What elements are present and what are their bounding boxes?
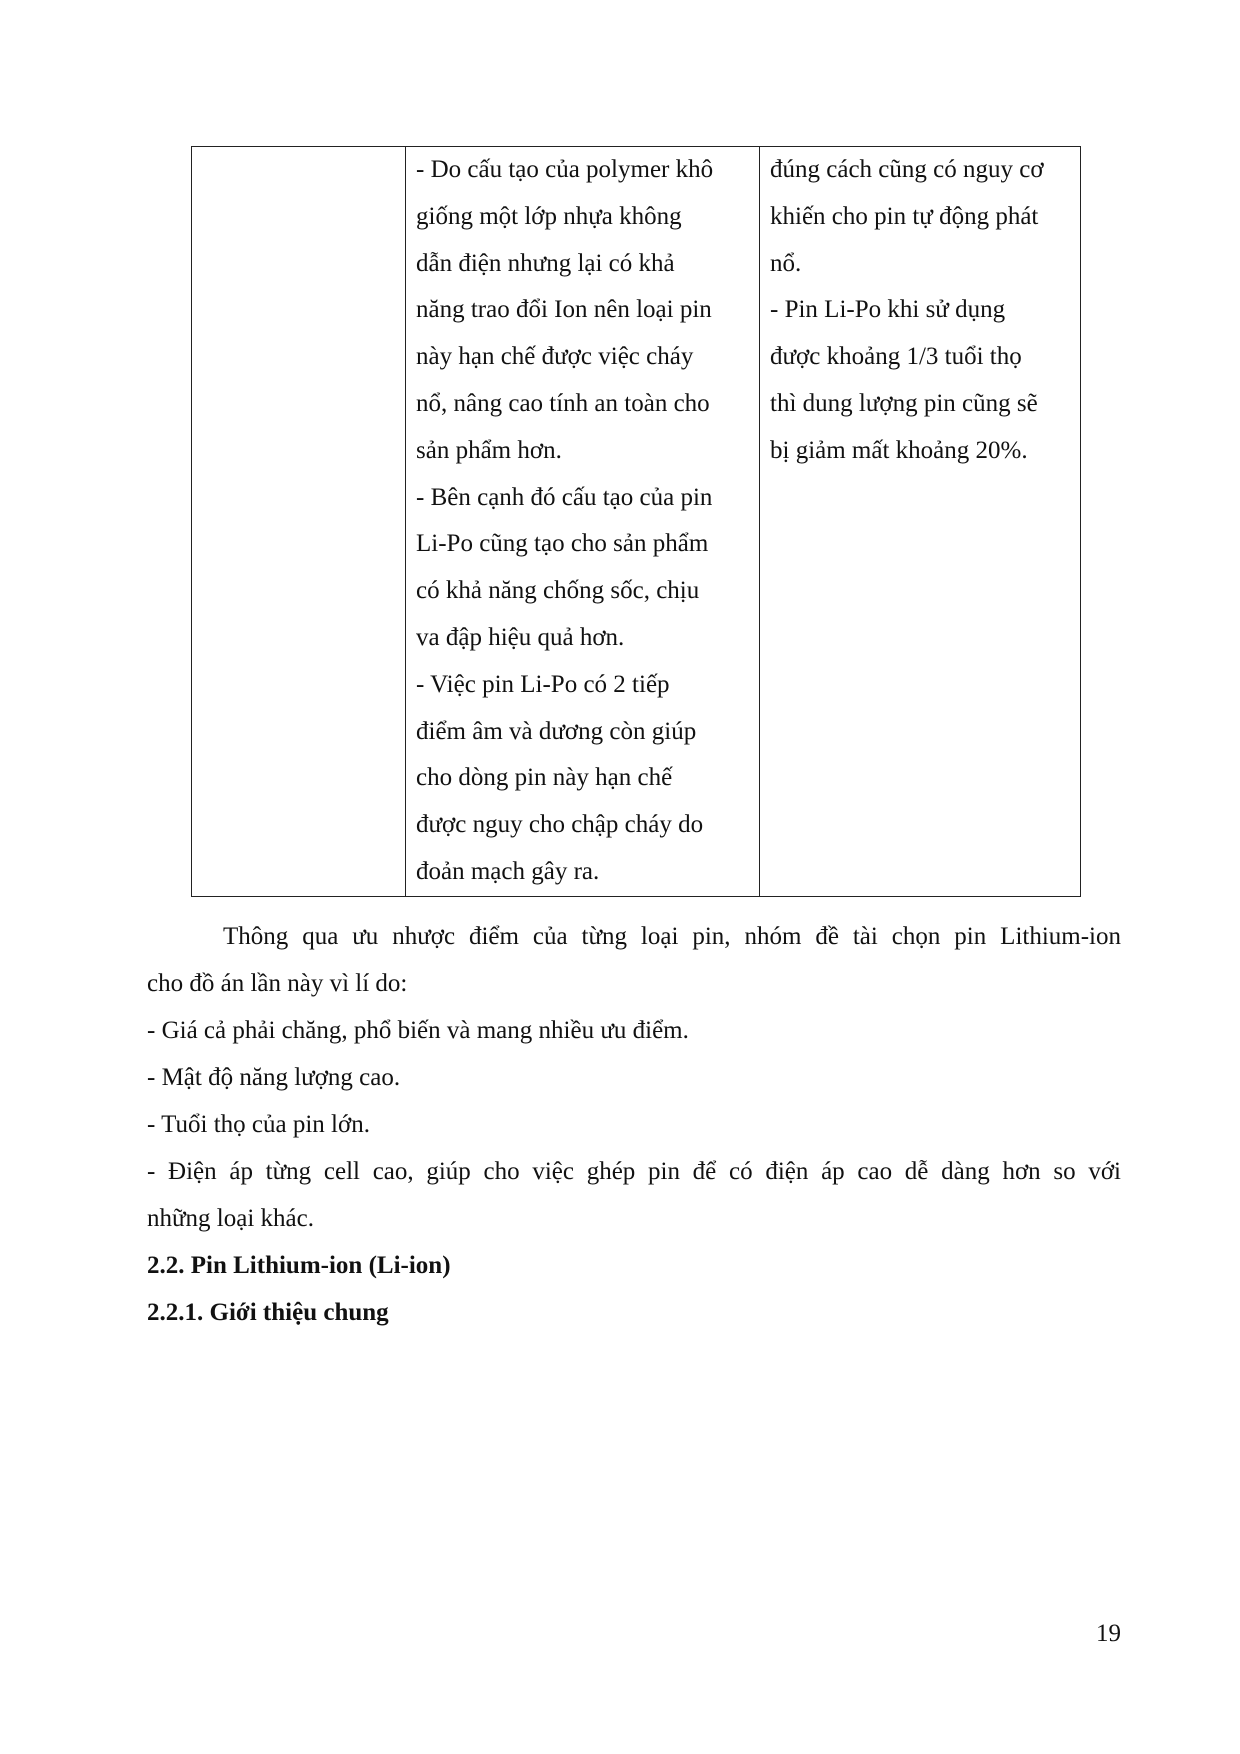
cell-line: đoản mạch gây ra. [416, 857, 600, 885]
cell-line: nổ, nâng cao tính an toàn cho [416, 389, 710, 417]
cell-line: nổ. [770, 249, 802, 277]
cell-line: sản phẩm hơn. [416, 436, 562, 464]
cell-line: năng trao đổi Ion nên loại pin [416, 296, 712, 324]
section-heading: 2.2. Pin Lithium-ion (Li-ion) [147, 1252, 451, 1279]
cell-line: điểm âm và dương còn giúp [416, 717, 697, 745]
comparison-table [191, 146, 1081, 897]
cell-line: Li-Po cũng tạo cho sản phẩm [416, 530, 709, 558]
intro-line-2: cho đồ án lần này vì lí do: [147, 970, 408, 997]
cell-line: có khả năng chống sốc, chịu [416, 577, 700, 605]
cell-line: được khoảng 1/3 tuổi thọ [770, 343, 1022, 371]
cell-line: va đập hiệu quả hơn. [416, 623, 625, 651]
cell-line: giống một lớp nhựa không [416, 202, 682, 230]
cell-line: - Pin Li-Po khi sử dụng [770, 296, 1006, 324]
table-cell-empty [192, 147, 406, 897]
table-row [192, 147, 1081, 897]
intro-paragraph [147, 913, 1121, 1007]
reason-voltage-line-1: - Điện áp từng cell cao, giúp cho việc ghép pin để có điện áp cao dễ dàng hơn so với [147, 1158, 1121, 1185]
cell-line: bị giảm mất khoảng 20%. [770, 436, 1028, 464]
cell-line: dẫn điện nhưng lại có khả [416, 249, 675, 277]
cell-line: - Bên cạnh đó cấu tạo của pin [416, 483, 713, 511]
table-cell-disadvantages [760, 147, 1081, 897]
cell-line: - Do cấu tạo của polymer khô [416, 156, 714, 183]
reason-item: - Mật độ năng lượng cao. [147, 1064, 401, 1091]
reason-item: - Giá cả phải chăng, phổ biến và mang nhiều ưu điểm. [147, 1017, 689, 1044]
cell-line: đúng cách cũng có nguy cơ [770, 156, 1044, 183]
intro-line-1: Thông qua ưu nhược điểm của từng loại pin, nhóm đề tài chọn pin Lithium-ion [223, 923, 1121, 950]
cell-line: - Việc pin Li-Po có 2 tiếp [416, 670, 670, 698]
cell-line: thì dung lượng pin cũng sẽ [770, 389, 1038, 417]
page-number: 19 [1096, 1620, 1121, 1647]
cell-line: khiến cho pin tự động phát [770, 202, 1039, 230]
cell-line: này hạn chế được việc cháy [416, 343, 694, 371]
reason-voltage-line-2: những loại khác. [147, 1205, 314, 1232]
table-cell-advantages [406, 147, 760, 897]
reason-item: - Tuổi thọ của pin lớn. [147, 1111, 370, 1138]
reason-item-voltage [147, 1148, 1121, 1242]
reason-list [147, 1007, 1121, 1148]
cell-line: cho dòng pin này hạn chế [416, 764, 673, 792]
subsection-heading: 2.2.1. Giới thiệu chung [147, 1299, 389, 1326]
cell-line: được nguy cho chập cháy do [416, 811, 704, 839]
